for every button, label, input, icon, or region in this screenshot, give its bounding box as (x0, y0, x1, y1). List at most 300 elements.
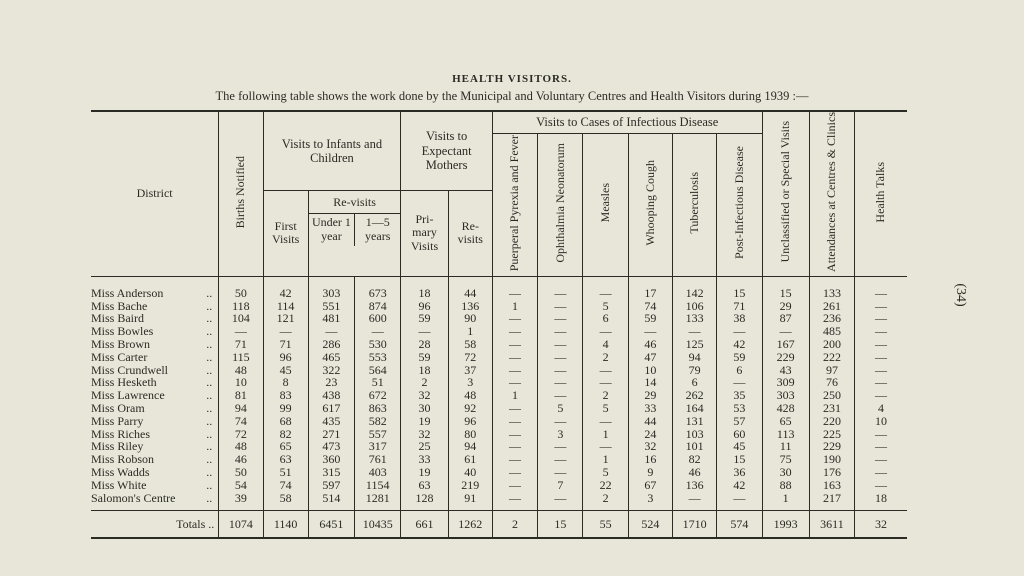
primary-cell: 59 (401, 312, 448, 325)
totals-tuberculosis: 1710 (672, 511, 716, 539)
1-5-years-cell: 863 (355, 402, 401, 415)
whooping-cough-cell: — (628, 325, 672, 338)
primary-cell: 128 (401, 492, 448, 511)
totals-unclassified: 1993 (762, 511, 809, 539)
ophthalmia-header: Ophthalmia Neonatorum (538, 133, 583, 276)
primary-visits-header: Pri- mary Visits (401, 190, 448, 276)
measles-cell: — (583, 376, 628, 389)
first-visits-cell: 83 (263, 389, 308, 402)
primary-cell: 18 (401, 287, 448, 300)
measles-cell: 2 (583, 389, 628, 402)
births-cell: 115 (219, 351, 263, 364)
post-infectious-cell: 35 (717, 389, 762, 402)
expectant-mothers-group-header: Visits to Expectant Mothers (401, 111, 493, 190)
table-row (91, 338, 907, 351)
health-talks-cell: — (855, 479, 907, 492)
table-row (91, 453, 907, 466)
health-visitors-table (91, 110, 907, 539)
unclassified-cell: 30 (762, 466, 809, 479)
tuberculosis-cell: 94 (672, 351, 716, 364)
totals-1-5-years: 10435 (355, 511, 401, 539)
under-1-cell: 303 (308, 287, 354, 300)
tuberculosis-cell: 6 (672, 376, 716, 389)
under-1-cell: 514 (308, 492, 354, 511)
whooping-cough-cell: 3 (628, 492, 672, 511)
first-visits-cell: 121 (263, 312, 308, 325)
measles-cell: — (583, 364, 628, 377)
first-visits-cell: — (263, 325, 308, 338)
puerperal-cell: — (492, 364, 537, 377)
district-name-cell: Miss Baird .. (91, 311, 213, 326)
health-talks-header: Health Talks (873, 161, 888, 223)
puerperal-cell: — (492, 312, 537, 325)
primary-cell: 32 (401, 389, 448, 402)
post-infectious-cell: — (717, 376, 762, 389)
1-5-years-cell: 1154 (355, 479, 401, 492)
health-talks-cell: — (855, 453, 907, 466)
ophthalmia-cell: — (538, 376, 583, 389)
under-1-cell: 271 (308, 428, 354, 441)
primary-cell: 19 (401, 415, 448, 428)
unclassified-visits-header: Unclassified or Special Visits (762, 111, 809, 276)
post-infectious-cell: 15 (717, 453, 762, 466)
whooping-cough-cell: 29 (628, 389, 672, 402)
1-5-years-cell: 582 (355, 415, 401, 428)
under-1-cell: 617 (308, 402, 354, 415)
attendances-cell: 190 (809, 453, 854, 466)
expectant-revisits-cell: 61 (448, 453, 492, 466)
1-5-years-cell: — (355, 325, 401, 338)
health-talks-cell: — (855, 325, 907, 338)
expectant-revisits-cell: 96 (448, 415, 492, 428)
first-visits-cell: 68 (263, 415, 308, 428)
ophthalmia-cell: — (538, 351, 583, 364)
births-cell: 48 (219, 364, 263, 377)
attendances-cell: 76 (809, 376, 854, 389)
totals-health-talks: 32 (855, 511, 907, 539)
1-5-years-cell: 51 (355, 376, 401, 389)
measles-cell: 5 (583, 466, 628, 479)
tuberculosis-cell: 164 (672, 402, 716, 415)
ophthalmia-cell: — (538, 492, 583, 511)
first-visits-cell: 71 (263, 338, 308, 351)
attendances-cell: 250 (809, 389, 854, 402)
post-infectious-cell: 6 (717, 364, 762, 377)
post-infectious-cell: 57 (717, 415, 762, 428)
ophthalmia-cell: — (538, 312, 583, 325)
primary-cell: 28 (401, 338, 448, 351)
table-row (91, 492, 907, 511)
births-cell: 10 (219, 376, 263, 389)
attendances-cell: 220 (809, 415, 854, 428)
first-visits-cell: 96 (263, 351, 308, 364)
infants-visits-group-header: Visits to Infants and Children (263, 111, 401, 190)
first-visits-cell: 63 (263, 453, 308, 466)
totals-puerperal: 2 (492, 511, 537, 539)
births-cell: 50 (219, 466, 263, 479)
measles-cell: 5 (583, 300, 628, 313)
first-visits-cell: 82 (263, 428, 308, 441)
ophthalmia-cell: — (538, 287, 583, 300)
1-5-years-cell: 317 (355, 440, 401, 453)
attendances-cell: 231 (809, 402, 854, 415)
puerperal-cell: — (492, 287, 537, 300)
births-cell: 81 (219, 389, 263, 402)
measles-cell: — (583, 325, 628, 338)
ophthalmia-cell: 3 (538, 428, 583, 441)
unclassified-cell: 43 (762, 364, 809, 377)
unclassified-cell: 229 (762, 351, 809, 364)
expectant-revisits-cell: 44 (448, 287, 492, 300)
totals-label: Totals .. (91, 511, 219, 539)
whooping-cough-cell: 9 (628, 466, 672, 479)
table-row (91, 479, 907, 492)
under-1-cell: 473 (308, 440, 354, 453)
whooping-cough-cell: 47 (628, 351, 672, 364)
district-name-cell: Miss Lawrence .. (91, 388, 213, 403)
ophthalmia-cell: — (538, 389, 583, 402)
unclassified-cell: 29 (762, 300, 809, 313)
tuberculosis-header: Tuberculosis (672, 133, 716, 276)
ophthalmia-cell: — (538, 466, 583, 479)
measles-cell: 1 (583, 428, 628, 441)
health-talks-cell: — (855, 312, 907, 325)
totals-primary: 661 (401, 511, 448, 539)
table-row (91, 402, 907, 415)
births-cell: 39 (219, 492, 263, 511)
health-talks-cell: — (855, 351, 907, 364)
whooping-cough-cell: 17 (628, 287, 672, 300)
unclassified-cell: 11 (762, 440, 809, 453)
totals-expectant-revisits: 1262 (448, 511, 492, 539)
district-name-cell: Miss Hesketh .. (91, 375, 213, 390)
whooping-cough-header: Whooping Cough (628, 133, 672, 276)
totals-first-visits: 1140 (263, 511, 308, 539)
health-talks-cell: — (855, 287, 907, 300)
under-1-cell: 360 (308, 453, 354, 466)
measles-cell: — (583, 415, 628, 428)
district-name-cell: Miss Wadds .. (91, 464, 213, 479)
unclassified-cell: 113 (762, 428, 809, 441)
health-talks-cell: — (855, 364, 907, 377)
unclassified-cell: 303 (762, 389, 809, 402)
ophthalmia-cell: — (538, 453, 583, 466)
births-cell: 71 (219, 338, 263, 351)
tuberculosis-cell: 131 (672, 415, 716, 428)
under-1-cell: 438 (308, 389, 354, 402)
post-infectious-cell: 60 (717, 428, 762, 441)
totals-whooping-cough: 524 (628, 511, 672, 539)
measles-header: Measles (583, 133, 628, 276)
totals-births: 1074 (219, 511, 263, 539)
tuberculosis-cell: 103 (672, 428, 716, 441)
births-cell: 118 (219, 300, 263, 313)
1-5-years-header: 1—5 years (365, 215, 391, 243)
district-name-cell: Miss Anderson .. (91, 285, 213, 300)
post-infectious-cell: 42 (717, 338, 762, 351)
attendances-cell: 236 (809, 312, 854, 325)
puerperal-cell: — (492, 325, 537, 338)
attendances-cell: 97 (809, 364, 854, 377)
puerperal-cell: — (492, 376, 537, 389)
unclassified-cell: 88 (762, 479, 809, 492)
under-1-cell: 322 (308, 364, 354, 377)
health-talks-cell: 10 (855, 415, 907, 428)
1-5-years-cell: 874 (355, 300, 401, 313)
post-infectious-cell: 36 (717, 466, 762, 479)
district-name-cell: Miss White .. (91, 477, 213, 492)
post-infectious-cell: 71 (717, 300, 762, 313)
expectant-revisits-cell: 80 (448, 428, 492, 441)
district-name-cell: Miss Parry .. (91, 413, 213, 428)
tuberculosis-cell: 125 (672, 338, 716, 351)
under-1-year-header: Under 1 year (309, 214, 355, 246)
attendances-cell: 176 (809, 466, 854, 479)
attendances-cell: 229 (809, 440, 854, 453)
unclassified-cell: 75 (762, 453, 809, 466)
district-name-cell: Miss Carter .. (91, 349, 213, 364)
ophthalmia-cell: — (538, 440, 583, 453)
district-header: District (91, 111, 219, 276)
1-5-years-cell: 761 (355, 453, 401, 466)
primary-cell: 32 (401, 428, 448, 441)
whooping-cough-cell: 14 (628, 376, 672, 389)
expectant-revisits-cell: 90 (448, 312, 492, 325)
tuberculosis-cell: 106 (672, 300, 716, 313)
1-5-years-cell: 1281 (355, 492, 401, 511)
expectant-revisits-cell: 91 (448, 492, 492, 511)
whooping-cough-cell: 67 (628, 479, 672, 492)
primary-cell: 96 (401, 300, 448, 313)
puerperal-fever-header: Puerperal Pyrexia and Fever (492, 133, 537, 276)
health-talks-cell: — (855, 428, 907, 441)
measles-cell: 2 (583, 492, 628, 511)
primary-cell: — (401, 325, 448, 338)
births-cell: 104 (219, 312, 263, 325)
totals-post-infectious: 574 (717, 511, 762, 539)
table-row (91, 287, 907, 300)
first-visits-cell: 51 (263, 466, 308, 479)
post-infectious-cell: 59 (717, 351, 762, 364)
district-name-cell: Salomon's Centre .. (91, 490, 213, 505)
health-talks-cell: — (855, 338, 907, 351)
totals-measles: 55 (583, 511, 628, 539)
first-visits-cell: 8 (263, 376, 308, 389)
whooping-cough-cell: 24 (628, 428, 672, 441)
measles-cell: 4 (583, 338, 628, 351)
births-cell: 74 (219, 415, 263, 428)
district-name-cell: Miss Bache .. (91, 298, 213, 313)
totals-under-1: 6451 (308, 511, 354, 539)
unclassified-cell: 65 (762, 415, 809, 428)
expectant-revisits-cell: 219 (448, 479, 492, 492)
table-row (91, 415, 907, 428)
ophthalmia-cell: — (538, 325, 583, 338)
under-1-cell: 481 (308, 312, 354, 325)
first-visits-cell: 58 (263, 492, 308, 511)
puerperal-cell: — (492, 338, 537, 351)
expectant-revisits-cell: 136 (448, 300, 492, 313)
post-infectious-header: Post-Infectious Disease (717, 133, 762, 276)
table-row (91, 351, 907, 364)
measles-cell: 2 (583, 351, 628, 364)
tuberculosis-cell: 262 (672, 389, 716, 402)
district-name-cell: Miss Brown .. (91, 336, 213, 351)
district-name-cell: Miss Crundwell .. (91, 362, 213, 377)
under-1-cell: 286 (308, 338, 354, 351)
births-cell: 50 (219, 287, 263, 300)
ophthalmia-cell: — (538, 338, 583, 351)
ophthalmia-cell: — (538, 415, 583, 428)
1-5-years-cell: 672 (355, 389, 401, 402)
unclassified-cell: 1 (762, 492, 809, 511)
whooping-cough-cell: 33 (628, 402, 672, 415)
first-visits-cell: 114 (263, 300, 308, 313)
post-infectious-cell: — (717, 492, 762, 511)
births-cell: — (219, 325, 263, 338)
under-1-cell: 23 (308, 376, 354, 389)
attendances-cell: 222 (809, 351, 854, 364)
revisits-header: Re-visits (309, 191, 401, 214)
attendances-cell: 163 (809, 479, 854, 492)
first-visits-cell: 45 (263, 364, 308, 377)
primary-cell: 25 (401, 440, 448, 453)
attendances-cell: 217 (809, 492, 854, 511)
attendances-cell: 133 (809, 287, 854, 300)
attendances-cell: 485 (809, 325, 854, 338)
attendances-cell: 261 (809, 300, 854, 313)
measles-cell: 22 (583, 479, 628, 492)
attendances-cell: 225 (809, 428, 854, 441)
page-title: HEALTH VISITORS. (452, 73, 572, 85)
under-1-cell: 315 (308, 466, 354, 479)
primary-cell: 30 (401, 402, 448, 415)
primary-cell: 19 (401, 466, 448, 479)
expectant-revisits-cell: 40 (448, 466, 492, 479)
first-visits-cell: 74 (263, 479, 308, 492)
1-5-years-cell: 557 (355, 428, 401, 441)
puerperal-cell: — (492, 466, 537, 479)
primary-cell: 18 (401, 364, 448, 377)
district-name-cell: Miss Robson .. (91, 452, 213, 467)
infectious-disease-group-header: Visits to Cases of Infectious Disease (492, 111, 762, 133)
table-intro: The following table shows the work done by the Municipal and Voluntary Centres and Health Visitors during 1939 :— (215, 89, 809, 103)
attendances-cell: 200 (809, 338, 854, 351)
first-visits-cell: 65 (263, 440, 308, 453)
whooping-cough-cell: 16 (628, 453, 672, 466)
unclassified-cell: 167 (762, 338, 809, 351)
births-cell: 94 (219, 402, 263, 415)
puerperal-cell: — (492, 415, 537, 428)
health-talks-cell: 18 (855, 492, 907, 511)
revisits-subgroup (308, 190, 401, 276)
whooping-cough-cell: 44 (628, 415, 672, 428)
unclassified-cell: 15 (762, 287, 809, 300)
table-row (91, 466, 907, 479)
expectant-revisits-cell: 48 (448, 389, 492, 402)
totals-ophthalmia: 15 (538, 511, 583, 539)
attendances-header: Attendances at Centres & Clinics (809, 111, 854, 276)
puerperal-cell: — (492, 479, 537, 492)
ophthalmia-cell: — (538, 300, 583, 313)
unclassified-cell: 87 (762, 312, 809, 325)
whooping-cough-cell: 59 (628, 312, 672, 325)
post-infectious-cell: 15 (717, 287, 762, 300)
ophthalmia-cell: 5 (538, 402, 583, 415)
health-talks-cell: — (855, 389, 907, 402)
first-visits-cell: 42 (263, 287, 308, 300)
puerperal-cell: — (492, 428, 537, 441)
births-cell: 72 (219, 428, 263, 441)
tuberculosis-cell: 101 (672, 440, 716, 453)
expectant-revisits-cell: 58 (448, 338, 492, 351)
1-5-years-cell: 403 (355, 466, 401, 479)
measles-cell: 1 (583, 453, 628, 466)
measles-cell: 5 (583, 402, 628, 415)
post-infectious-cell: — (717, 325, 762, 338)
puerperal-cell: — (492, 402, 537, 415)
births-notified-header: Births Notified (219, 111, 263, 276)
puerperal-cell: 1 (492, 389, 537, 402)
expectant-revisits-cell: 72 (448, 351, 492, 364)
puerperal-cell: — (492, 351, 537, 364)
under-1-cell: 551 (308, 300, 354, 313)
1-5-years-cell: 673 (355, 287, 401, 300)
primary-cell: 33 (401, 453, 448, 466)
tuberculosis-cell: 82 (672, 453, 716, 466)
measles-cell: 6 (583, 312, 628, 325)
ophthalmia-cell: 7 (538, 479, 583, 492)
totals-attendances: 3611 (809, 511, 854, 539)
births-cell: 46 (219, 453, 263, 466)
post-infectious-cell: 42 (717, 479, 762, 492)
whooping-cough-cell: 74 (628, 300, 672, 313)
health-talks-cell: — (855, 376, 907, 389)
under-1-cell: 597 (308, 479, 354, 492)
post-infectious-cell: 38 (717, 312, 762, 325)
1-5-years-cell: 530 (355, 338, 401, 351)
first-visits-cell: 99 (263, 402, 308, 415)
tuberculosis-cell: 79 (672, 364, 716, 377)
post-infectious-cell: 45 (717, 440, 762, 453)
1-5-years-cell: 564 (355, 364, 401, 377)
births-cell: 48 (219, 440, 263, 453)
unclassified-cell: 428 (762, 402, 809, 415)
primary-cell: 2 (401, 376, 448, 389)
under-1-cell: — (308, 325, 354, 338)
ophthalmia-cell: — (538, 364, 583, 377)
district-name-cell: Miss Riley .. (91, 439, 213, 454)
measles-cell: — (583, 440, 628, 453)
expectant-revisits-cell: 1 (448, 325, 492, 338)
district-name-cell: Miss Riches .. (91, 426, 213, 441)
whooping-cough-cell: 32 (628, 440, 672, 453)
whooping-cough-cell: 46 (628, 338, 672, 351)
1-5-years-cell: 600 (355, 312, 401, 325)
expectant-revisits-cell: 92 (448, 402, 492, 415)
expectant-revisits-cell: 94 (448, 440, 492, 453)
page-number: (34) (953, 283, 968, 307)
tuberculosis-cell: 46 (672, 466, 716, 479)
1-5-years-cell: 553 (355, 351, 401, 364)
under-1-cell: 435 (308, 415, 354, 428)
totals-row (91, 511, 907, 539)
tuberculosis-cell: 136 (672, 479, 716, 492)
expectant-revisits-cell: 3 (448, 376, 492, 389)
measles-cell: — (583, 287, 628, 300)
expectant-revisits-header: Re- visits (448, 190, 492, 276)
health-talks-cell: 4 (855, 402, 907, 415)
